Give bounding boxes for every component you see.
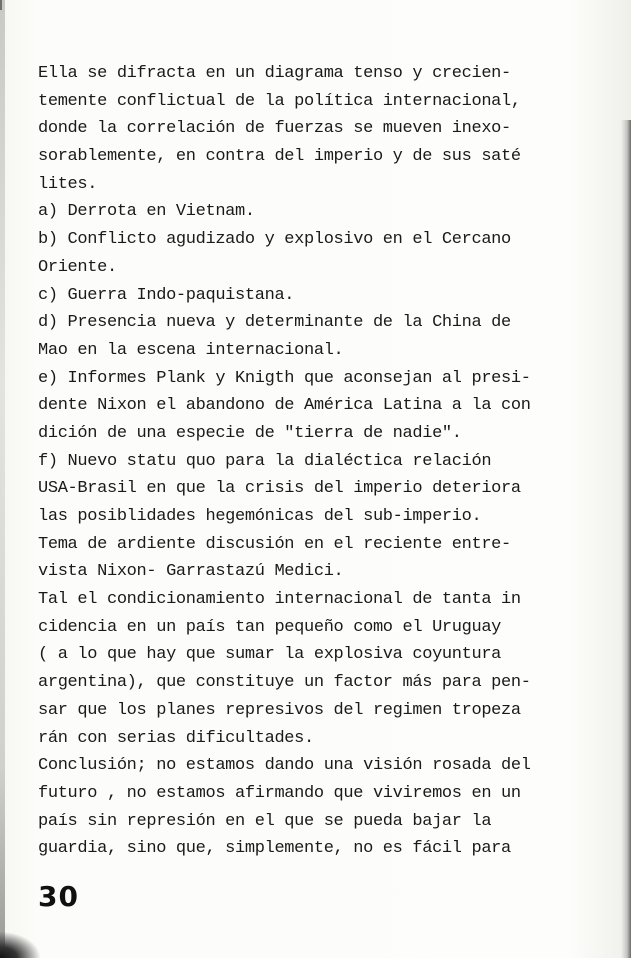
page-number: 30	[38, 880, 79, 913]
text-line: ( a lo que hay que sumar la explosiva coyuntura	[38, 645, 502, 665]
page-corner-shadow	[0, 932, 40, 958]
text-line: temente conflictual de la política internacional,	[38, 91, 521, 111]
text-line: Tema de ardiente discusión en el reciente entre-	[38, 534, 511, 554]
page-left-edge-shadow	[0, 0, 5, 958]
text-line: futuro , no estamos afirmando que viviremos en un	[38, 783, 521, 803]
text-line: Mao en la escena internacional.	[38, 340, 344, 360]
text-line: dición de una especie de "tierra de nadie".	[38, 423, 462, 443]
text-line: cidencia en un país tan pequeño como el Uruguay	[38, 617, 502, 637]
list-item-e: e) Informes Plank y Knigth que aconsejan al presi-	[38, 368, 531, 388]
text-line: país sin represión en el que se pueda bajar la	[38, 811, 492, 831]
text-line: Conclusión; no estamos dando una visión rosada del	[38, 756, 531, 776]
text-line: USA-Brasil en que la crisis del imperio deteriora	[38, 479, 521, 499]
text-line: dente Nixon el abandono de América Latina a la con	[38, 396, 531, 416]
page-right-edge-shadow	[621, 120, 631, 958]
text-line: rán con serias dificultades.	[38, 728, 314, 748]
text-line: Tal el condicionamiento internacional de tanta in	[38, 590, 521, 610]
list-item-b: b) Conflicto agudizado y explosivo en el Cercano	[38, 230, 511, 250]
text-line: argentina), que constituye un factor más para pen-	[38, 673, 531, 693]
list-item-a: a) Derrota en Vietnam.	[38, 202, 255, 222]
text-line: Oriente.	[38, 257, 117, 277]
page-corner-mark	[0, 0, 16, 10]
list-item-f: f) Nuevo statu quo para la dialéctica relación	[38, 451, 492, 471]
text-line: sorablemente, en contra del imperio y de sus saté	[38, 147, 521, 167]
list-item-d: d) Presencia nueva y determinante de la China de	[38, 313, 511, 333]
text-line: sar que los planes represivos del regimen tropeza	[38, 700, 521, 720]
text-line-last: guardia, sino que, simplemente, no es fácil para	[38, 839, 511, 859]
text-line: vista Nixon- Garrastazú Medici.	[38, 562, 344, 582]
text-line: lites.	[38, 174, 98, 194]
text-line: donde la correlación de fuerzas se mueven inexo-	[38, 119, 511, 139]
list-item-c: c) Guerra Indo-paquistana.	[38, 285, 295, 305]
text-line: Ella se difracta en un diagrama tenso y crecien-	[38, 64, 511, 83]
body-text	[38, 60, 608, 863]
text-line: las posiblidades hegemónicas del sub-imperio.	[38, 507, 482, 526]
